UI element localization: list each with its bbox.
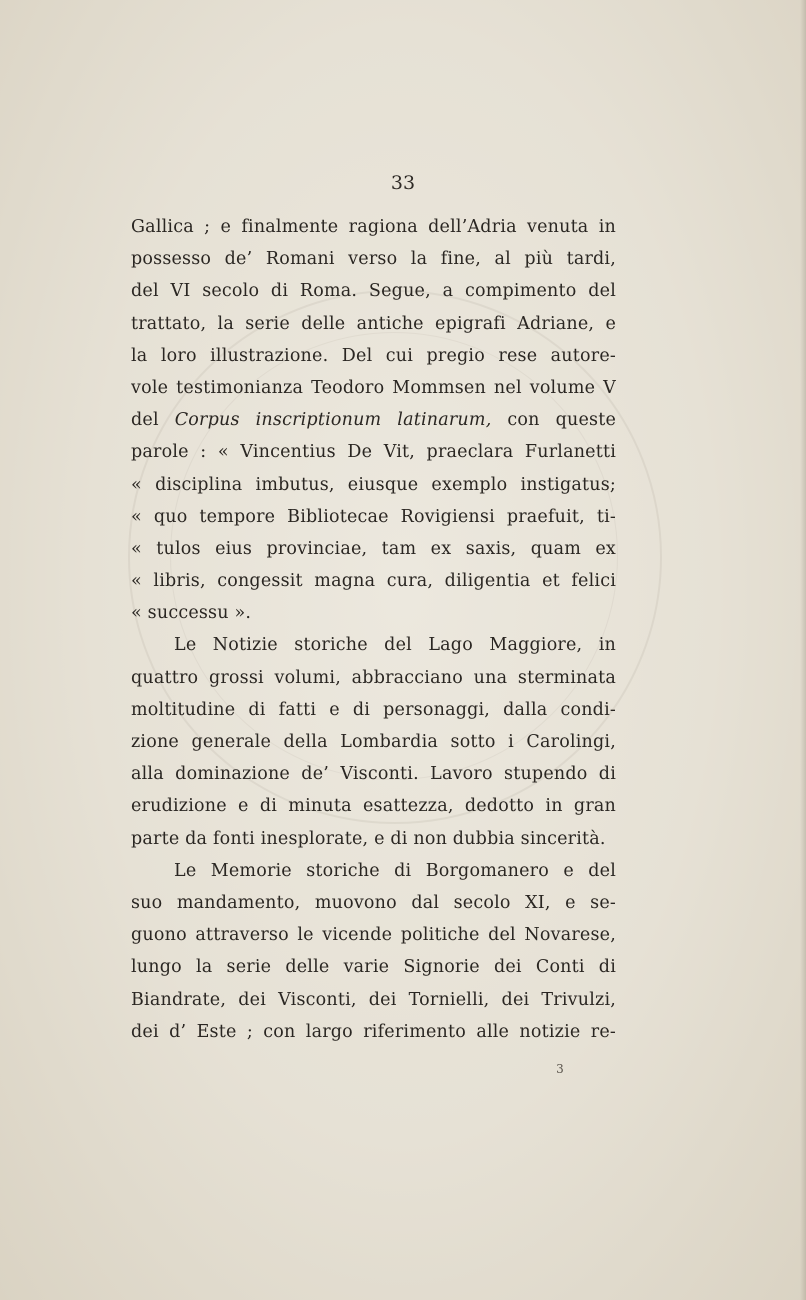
- signature-number: 3: [556, 1062, 564, 1076]
- text-line: la loro illustrazione. Del cui pregio rese autore-: [131, 345, 616, 366]
- text-line: parte da fonti inesplorate, e di non dubbia sincerità.: [131, 828, 606, 849]
- text-line: « disciplina imbutus, eiusque exemplo instigatus;: [131, 474, 616, 495]
- text-line: Biandrate, dei Visconti, dei Tornielli, dei Trivulzi,: [131, 989, 616, 1010]
- text-line: [131, 404, 616, 436]
- text-line: vole testimonianza Teodoro Mommsen nel volume V: [131, 377, 616, 398]
- text-line: erudizione e di minuta esattezza, dedotto in gran: [131, 796, 616, 817]
- signature-mark: [0, 1062, 806, 1076]
- text-line: quattro grossi volumi, abbracciano una sterminata: [131, 667, 616, 688]
- text-line: parole : « Vincentius De Vit, praeclara Furlanetti: [131, 442, 616, 463]
- text-line: guono attraverso le vicende politiche del Novarese,: [131, 925, 616, 946]
- page-number: 33: [390, 172, 416, 194]
- text-line: Le Notizie storiche del Lago Maggiore, in: [174, 635, 616, 656]
- text-line: del VI secolo di Roma. Segue, a compimento del: [131, 281, 616, 302]
- text-line: dei d’ Este ; con largo riferimento alle notizie re-: [131, 1021, 616, 1042]
- text-run: del: [131, 410, 175, 431]
- page-edge: [800, 0, 806, 1300]
- text-line: suo mandamento, muovono dal secolo XI, e se-: [131, 892, 616, 913]
- text-line: Le Memorie storiche di Borgomanero e del: [174, 860, 616, 881]
- text-line: « successu ».: [131, 603, 252, 624]
- text-line: lungo la serie delle varie Signorie dei Conti di: [131, 957, 616, 978]
- text-line: alla dominazione de’ Visconti. Lavoro stupendo di: [131, 764, 616, 785]
- body-text: [131, 211, 616, 1048]
- text-line: trattato, la serie delle antiche epigrafi Adriane, e: [131, 313, 616, 334]
- text-line: moltitudine di fatti e di personaggi, dalla condi-: [131, 699, 616, 720]
- text-line: « libris, congessit magna cura, diligentia et felici: [131, 571, 616, 592]
- text-line: possesso de’ Romani verso la fine, al più tardi,: [131, 249, 616, 270]
- text-line: « tulos eius provinciae, tam ex saxis, quam ex: [131, 538, 616, 559]
- text-run: con queste: [491, 410, 616, 431]
- italic-title: Corpus inscriptionum latinarum,: [174, 410, 492, 431]
- text-line: « quo tempore Bibliotecae Rovigiensi praefuit, ti-: [131, 506, 616, 527]
- text-line: zione generale della Lombardia sotto i Carolingi,: [131, 732, 616, 752]
- text-line: Gallica ; e finalmente ragiona dell’Adria venuta in: [131, 217, 616, 237]
